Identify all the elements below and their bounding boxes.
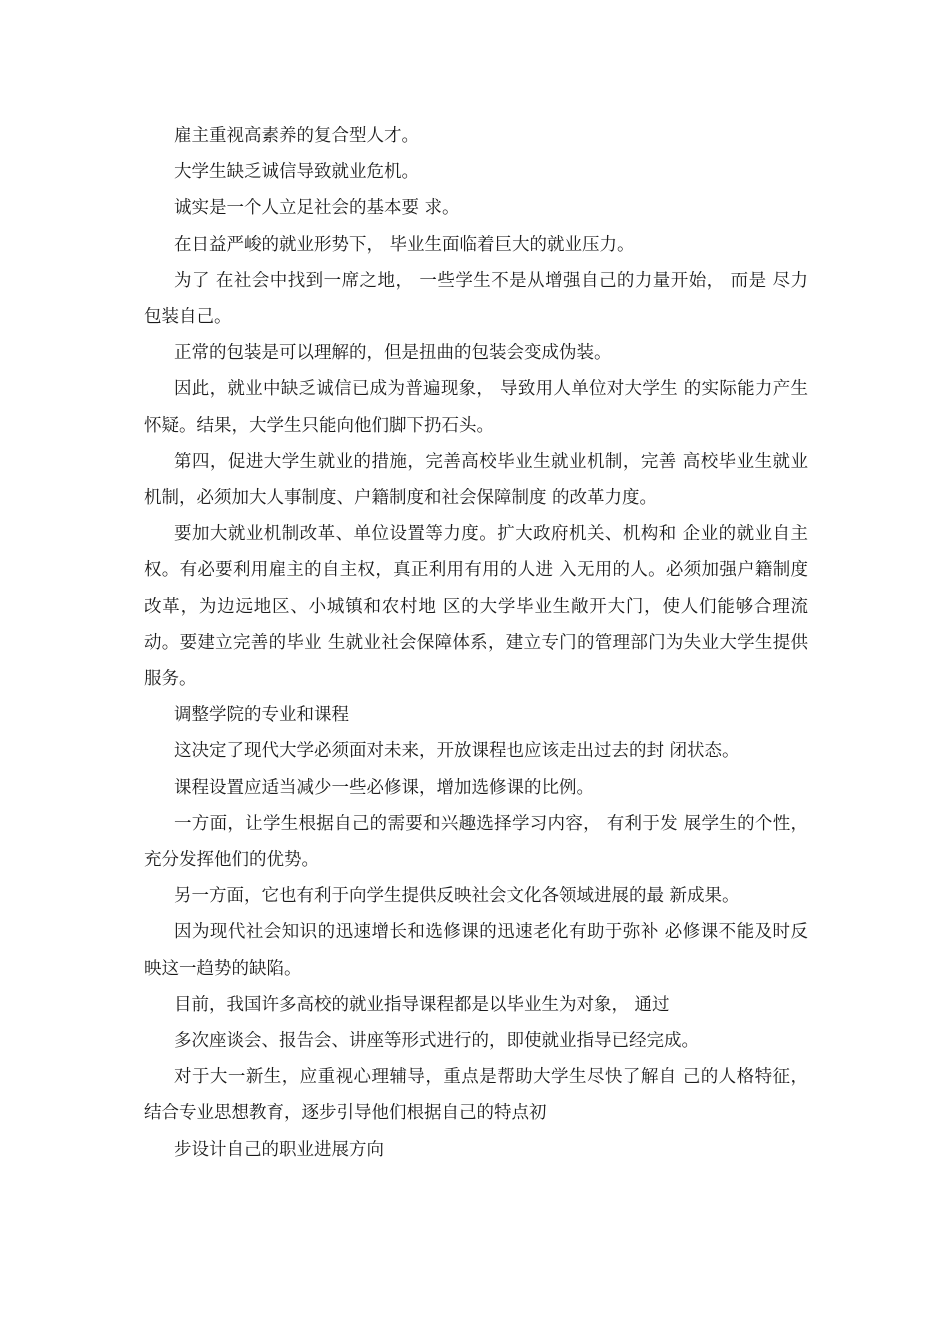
paragraph: 另一方面，它也有利于向学生提供反映社会文化各领域进展的最 新成果。: [174, 886, 740, 907]
paragraph: 为了 在社会中找到一席之地， 一些学生不是从增强自己的力量开始， 而是 尽力包装自己。: [144, 270, 808, 328]
paragraph: 诚实是一个人立足社会的基本要 求。: [174, 198, 460, 219]
paragraph: 因此，就业中缺乏诚信已成为普遍现象， 导致用人单位对大学生 的实际能力产生怀疑。结果，大学生只能向他们脚下扔石头。: [144, 379, 808, 436]
paragraph: 雇主重视高素养的复合型人才。: [174, 126, 419, 146]
paragraph: 因为现代社会知识的迅速增长和选修课的迅速老化有助于弥补 必修课不能及时反映这一趋势的缺陷。: [144, 922, 808, 979]
document-body: [144, 118, 808, 1168]
paragraph: 课程设置应适当减少一些必修课，增加选修课的比例。: [174, 777, 594, 798]
paragraph: 正常的包装是可以理解的，但是扭曲的包装会变成伪装。: [174, 343, 612, 364]
paragraph: 大学生缺乏诚信导致就业危机。: [174, 162, 419, 183]
paragraph: 步设计自己的职业进展方向: [174, 1139, 384, 1160]
paragraph: 对于大一新生，应重视心理辅导，重点是帮助大学生尽快了解自 己的人格特征，结合专业思想教育，逐步引导他们根据自己的特点初: [144, 1067, 808, 1124]
paragraph: 这决定了现代大学必须面对未来，开放课程也应该走出过去的封 闭状态。: [174, 741, 740, 762]
paragraph: 一方面，让学生根据自己的需要和兴趣选择学习内容， 有利于发 展学生的个性，充分发挥他们的优势。: [144, 813, 808, 871]
paragraph: 目前，我国许多高校的就业指导课程都是以毕业生为对象， 通过: [174, 994, 670, 1015]
paragraph: 要加大就业机制改革、单位设置等力度。扩大政府机关、机构和 企业的就业自主权。有必要利用雇主的自主权，真正利用有用的人进 入无用的人。必须加强户籍制度改革，为边远地区、小城镇和农村地 区的大学毕业生敞开大门，使人们能够合理流动。要建立完善的毕业 生就业社会保障体系，建立专门的管理部门为失业大学生提供服务。: [144, 524, 808, 690]
paragraph: 多次座谈会、报告会、讲座等形式进行的，即使就业指导已经完成。: [174, 1031, 699, 1052]
paragraph: 在日益严峻的就业形势下， 毕业生面临着巨大的就业压力。: [174, 234, 635, 255]
paragraph: 第四，促进大学生就业的措施，完善高校毕业生就业机制，完善 高校毕业生就业机制，必须加大人事制度、户籍制度和社会保障制度 的改革力度。: [144, 451, 808, 509]
section-heading: 调整学院的专业和课程: [174, 705, 349, 726]
